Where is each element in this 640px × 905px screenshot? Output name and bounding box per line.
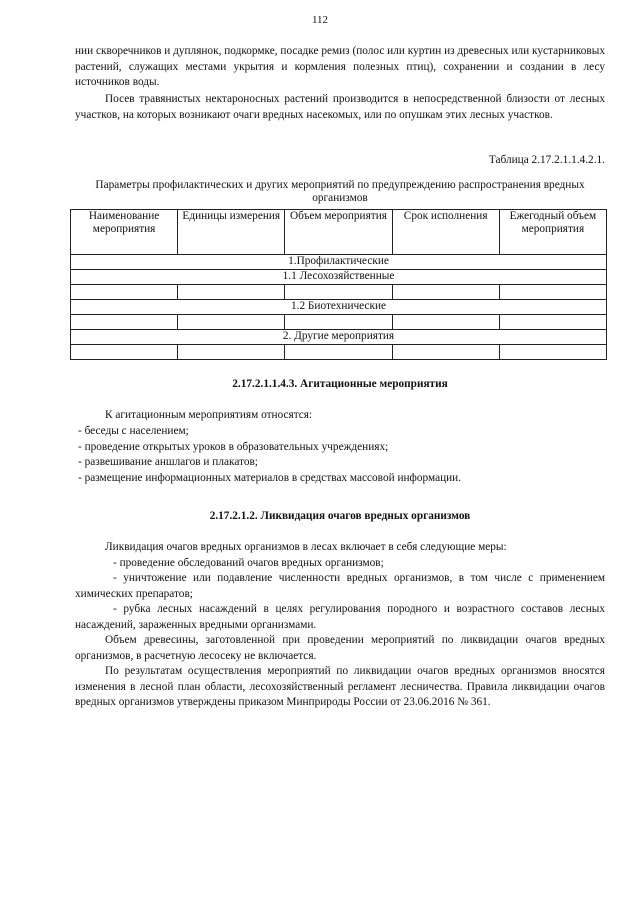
table-section-row [71, 300, 607, 315]
header-name: Наименование мероприятия [71, 210, 178, 255]
parameters-table [70, 209, 607, 360]
header-volume: Объем мероприятия [285, 210, 392, 255]
heading-agitation: 2.17.2.1.1.4.3. Агитационные мероприятия [232, 378, 448, 390]
liquidation-intro: Ликвидация очагов вредных организмов в лесах включает в себя следующие меры: [105, 541, 507, 553]
list-item: - развешивание аншлагов и плакатов; [78, 456, 258, 468]
table-title: Параметры профилактических и других мероприятий по предупреждению распространения вредных организмов [95, 179, 585, 204]
section-biotechnical: 1.2 Биотехнические [71, 300, 607, 315]
table-row [71, 345, 607, 360]
table-header-row [71, 210, 607, 255]
table-section-row [71, 255, 607, 270]
liquidation-item-3: - рубка лесных насаждений в целях регулирования породного и возрастного составов лесных насаждений, зараженных вредными организмами. [75, 603, 605, 631]
page-number: 112 [311, 14, 329, 26]
table-section-row [71, 330, 607, 345]
heading-liquidation: 2.17.2.1.2. Ликвидация очагов вредных организмов [209, 510, 471, 522]
list-item: - проведение открытых уроков в образовательных учреждениях; [78, 440, 389, 453]
intro-paragraph-1 [75, 44, 605, 91]
section-forestry: 1.1 Лесохозяйственные [71, 270, 607, 285]
liquidation-section [75, 540, 605, 711]
section-preventive: 1.Профилактические [71, 255, 607, 270]
intro-paragraph-2 [75, 92, 605, 123]
liquidation-paragraph-results: По результатам осуществления мероприятий по ликвидации очагов вредных организмов вносятся изменения в лесной план области, лесохозяйственный регламент лесничества. Правила ликвидации очагов вредных организмов утверждены приказом Минприроды России от 23.06.2016 № 361. [75, 665, 605, 708]
list-item: - размещение информационных материалов в средствах массовой информации. [78, 471, 462, 484]
table-row [71, 315, 607, 330]
agitation-list [78, 424, 608, 486]
header-units: Единицы измерения [178, 210, 285, 255]
intro-paragraph-1-text: нии скворечников и дуплянок, подкормке, посадке ремиз (полос или куртин из древесных или кустарниковых растений, служащих местами укрытия и кормления полезных птиц), сохранении и создании в лесу источников воды. [75, 45, 606, 88]
liquidation-item-2: - уничтожение или подавление численности вредных организмов, в том числе с применением химических препаратов; [75, 572, 605, 600]
liquidation-paragraph-volume: Объем древесины, заготовленной при проведении мероприятий по ликвидации очагов вредных организмов, в расчетную лесосеку не включается. [75, 634, 605, 662]
intro-paragraph-2-text: Посев травянистых нектароносных растений производится в непосредственной близости от лесных участков, на которых возникают очаги вредных насекомых, или по опушкам этих лесных участков. [75, 93, 605, 121]
table-section-row [71, 270, 607, 285]
section-other: 2. Другие мероприятия [71, 330, 607, 345]
liquidation-item-1: - проведение обследований очагов вредных организмов; [113, 556, 384, 569]
agitation-intro: К агитационным мероприятиям относятся: [105, 409, 313, 421]
agitation-section [105, 408, 605, 424]
table-label: Таблица 2.17.2.1.1.4.2.1. [488, 154, 605, 166]
header-annual-volume: Ежегодный объем мероприятия [499, 210, 606, 255]
header-deadline: Срок исполнения [392, 210, 499, 255]
list-item: - беседы с населением; [78, 425, 189, 437]
table-row [71, 285, 607, 300]
